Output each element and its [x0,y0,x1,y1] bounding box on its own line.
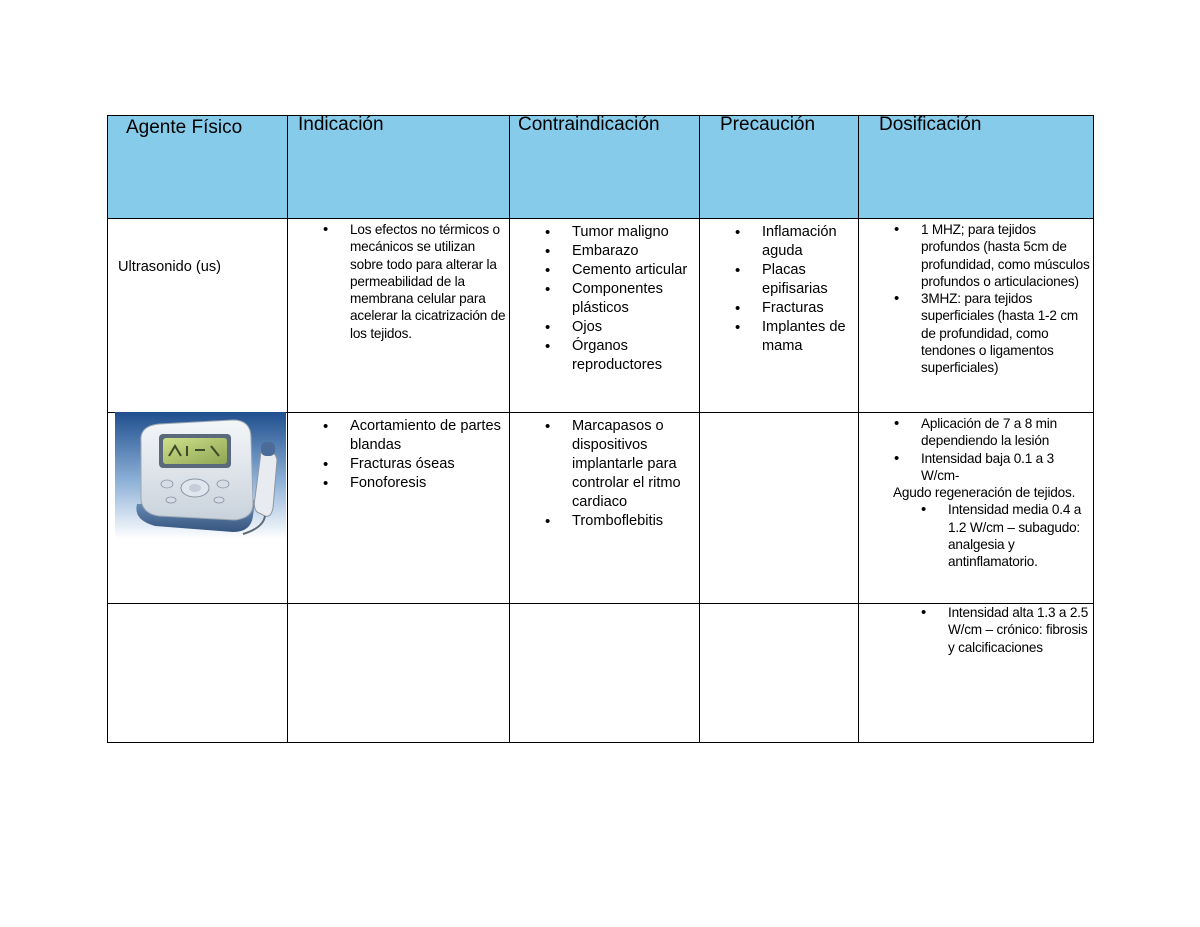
header-contraindicacion: Contraindicación [510,116,700,219]
list-item: • Placas epifisarias [762,261,858,299]
list-item: • Los efectos no térmicos o mecánicos se utilizan sobre todo para alterar la permeabilidad de la membrana celular para acelerar la cicatrización de los tejidos. [350,221,509,342]
list-item: • Marcapasos o dispositivos implantarle para controlar el ritmo cardiaco [572,417,699,512]
list-item: • Fracturas [762,299,858,318]
list-item: • Componentes plásticos [572,280,699,318]
header-precaucion: Precaución [700,116,859,219]
list-item: • Ojos [572,318,699,337]
table-row [108,604,1094,743]
list-item: • Órganos reproductores [572,337,699,375]
table-row [108,219,1094,413]
cell-empty [108,604,288,743]
table-header-row [108,116,1094,219]
list-item: • Intensidad media 0.4 a 1.2 W/cm – subagudo: analgesia y antinflamatorio. [948,501,1093,570]
cell-dosificacion [859,604,1094,743]
header-indicacion: Indicación [288,116,510,219]
list-item: • Implantes de mama [762,318,858,356]
cell-precaucion [700,219,859,413]
table-row [108,413,1094,604]
list-item: • Intensidad baja 0.1 a 3 W/cm- [921,450,1093,485]
list-item: • Intensidad alta 1.3 a 2.5 W/cm – crónico: fibrosis y calcificaciones [948,604,1093,656]
cell-empty [510,604,700,743]
dosificacion-sublist [859,501,1093,570]
dosificacion-list [859,219,1093,377]
cell-contraindicacion [510,219,700,413]
agent-name: Ultrasonido (us) [118,259,222,275]
cell-indicacion [288,413,510,604]
cell-dosificacion [859,219,1094,413]
list-item: • Cemento articular [572,261,699,280]
dosificacion-sublist [859,604,1093,656]
list-item: • Fracturas óseas [350,455,509,474]
cell-empty [700,604,859,743]
dosificacion-list [859,413,1093,484]
cell-device-image [108,413,288,604]
cell-agente [108,219,288,413]
cell-contraindicacion [510,413,700,604]
precaucion-list [700,219,858,356]
cell-empty [288,604,510,743]
list-item: • Inflamación aguda [762,223,858,261]
indicacion-list [288,219,509,342]
contraindicacion-list [510,219,699,375]
list-item: • Aplicación de 7 a 8 min dependiendo la lesión [921,415,1093,450]
cell-dosificacion [859,413,1094,604]
header-agente-fisico: Agente Físico [108,116,288,219]
cell-indicacion [288,219,510,413]
indicacion-list [288,413,509,493]
list-item: • 1 MHZ; para tejidos profundos (hasta 5cm de profundidad, como músculos profundos o articulaciones) [921,221,1093,290]
list-item: • Tumor maligno [572,223,699,242]
contraindicacion-list [510,413,699,531]
cell-precaucion-empty [700,413,859,604]
list-item: • 3MHZ: para tejidos superficiales (hasta 1-2 cm de profundidad, como tendones o ligamentos superficiales) [921,290,1093,376]
dosificacion-note: Agudo regeneración de tejidos. [893,485,1076,501]
header-dosificacion: Dosificación [859,116,1094,219]
list-item: • Fonoforesis [350,474,509,493]
list-item: • Acortamiento de partes blandas [350,417,509,455]
ultrasound-device-icon [115,412,286,539]
list-item: • Embarazo [572,242,699,261]
physical-agent-table [107,115,1094,743]
list-item: • Tromboflebitis [572,512,699,531]
